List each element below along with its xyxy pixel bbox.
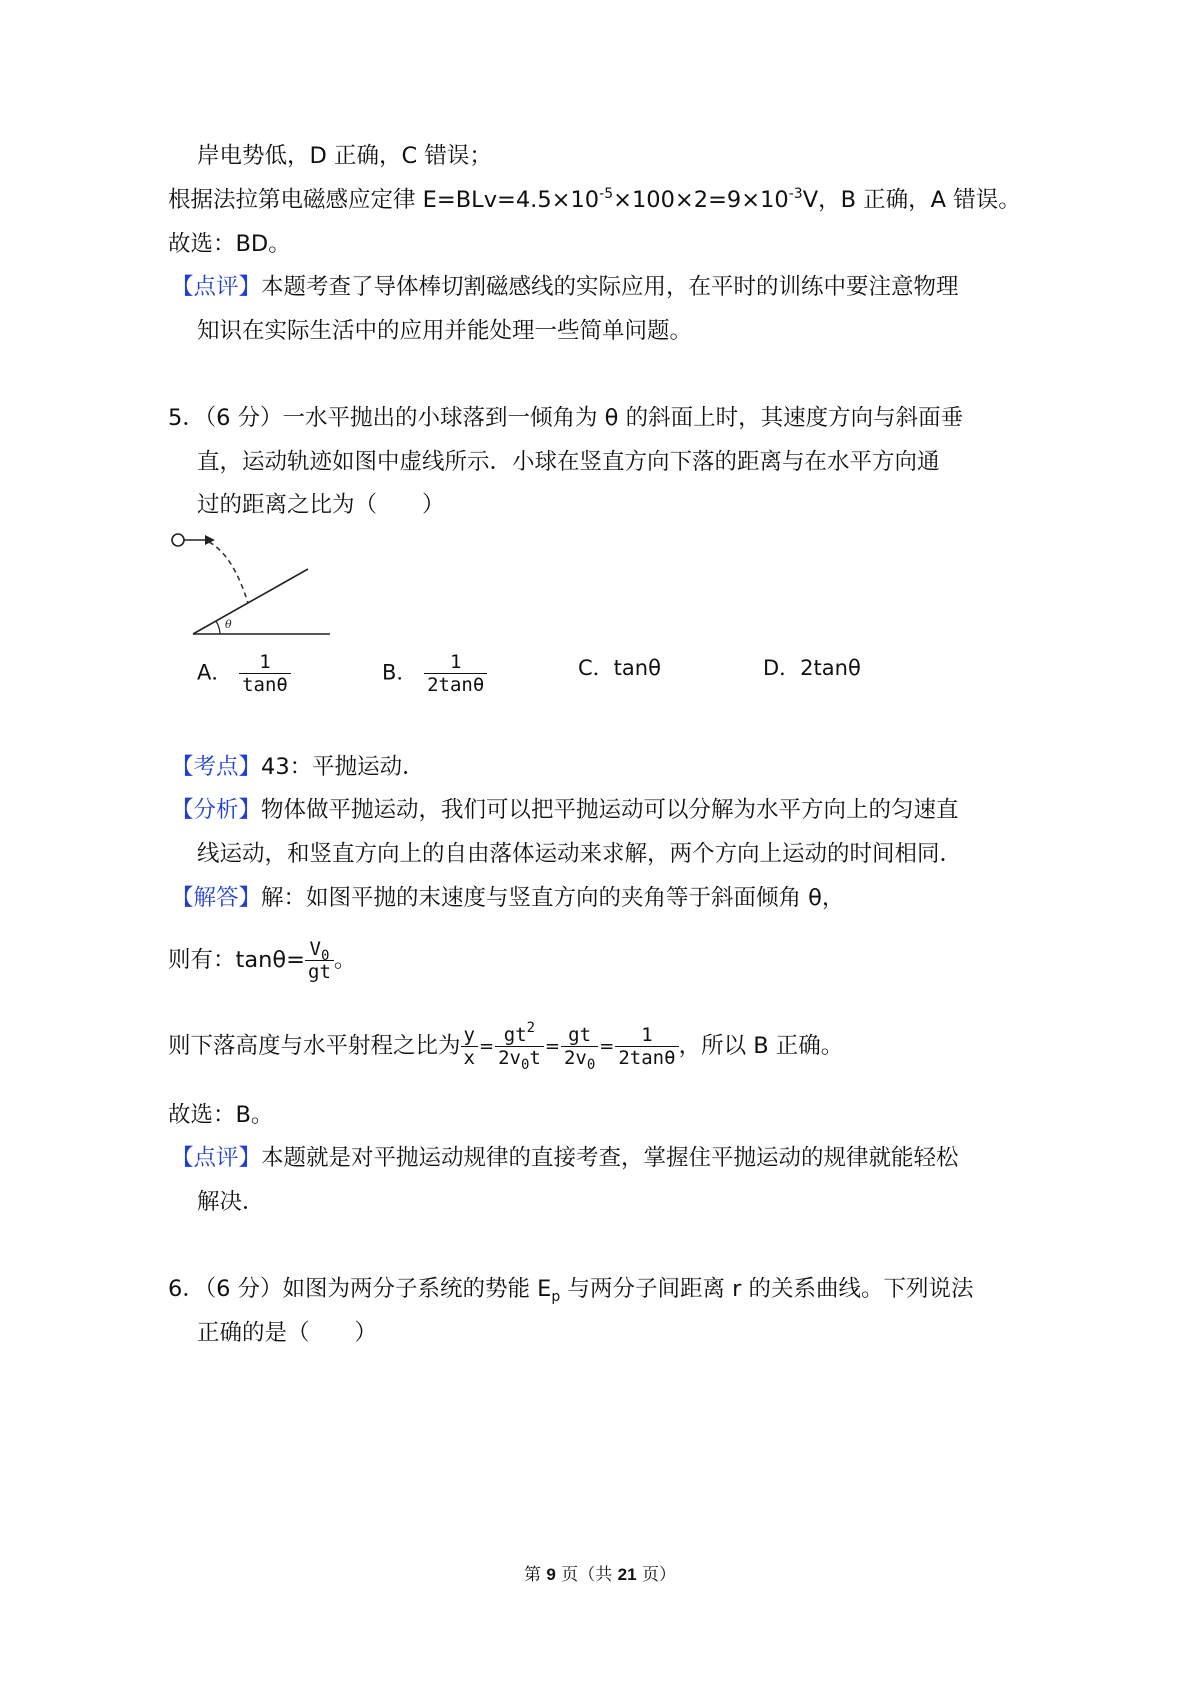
review-text: 本题考查了导体棒切割磁感线的实际应用，在平时的训练中要注意物理 [261, 274, 959, 300]
footer-text: 页） [636, 1565, 676, 1585]
option-label: B． [382, 660, 418, 685]
fraction-numerator: 1 [615, 1024, 678, 1047]
page-footer [0, 1560, 1200, 1585]
question-stem [168, 1274, 974, 1304]
kaodian-tag: 【考点】 [171, 754, 262, 780]
footer-text: 第 [523, 1565, 547, 1585]
text-line: 故选：BD。 [168, 231, 291, 257]
kaodian-line [171, 752, 425, 782]
ball-icon [172, 534, 184, 546]
text: 根据法拉第电磁感应定律 E=BLv=4.5×10 [168, 187, 600, 213]
option-a [197, 651, 291, 696]
equals-sign: = [544, 1035, 560, 1057]
incline-line [193, 569, 308, 634]
fraction-numerator: $V_0$ [305, 938, 334, 961]
fenxi-line [171, 795, 959, 825]
angle-theta-label: θ [225, 618, 232, 631]
fraction-denominator: 2tanθ [427, 674, 485, 696]
text: 6．（6 分）如图为两分子系统的势能 E [168, 1276, 552, 1302]
text-line: 知识在实际生活中的应用并能处理一些简单问题。 [197, 318, 693, 344]
fraction-numerator: 1 [239, 651, 291, 674]
page-number: 9 [546, 1565, 556, 1584]
question-stem: 过的距离之比为（ ） [197, 492, 445, 518]
question-stem: 直，运动轨迹如图中虚线所示．小球在竖直方向下落的距离与在水平方向通 [197, 449, 940, 475]
formula-line [168, 1018, 843, 1075]
arrow-head-icon [205, 535, 215, 545]
incline-figure [165, 527, 335, 639]
text: 则下落高度与水平射程之比为 [168, 1033, 461, 1059]
fenxi-tag: 【分析】 [171, 797, 262, 823]
fraction [615, 1024, 678, 1069]
kaodian-text: 43：平抛运动． [261, 754, 425, 780]
trajectory-dashed [209, 542, 248, 603]
exponent: -5 [599, 186, 614, 202]
option-b [382, 651, 487, 696]
subscript: p [551, 1289, 561, 1305]
fraction [561, 1024, 598, 1073]
option-d: D．2tanθ [763, 656, 861, 680]
fraction-numerator: y [461, 1024, 478, 1047]
fraction-denominator: gt [308, 961, 331, 983]
answer-line: 故选：B。 [168, 1102, 274, 1128]
review-tag: 【点评】 [171, 1145, 262, 1171]
text-line: 线运动，和竖直方向上的自由落体运动来求解，两个方向上运动的时间相同． [197, 841, 963, 867]
text: ，所以 B 正确。 [678, 1033, 844, 1059]
fraction [239, 651, 291, 696]
text: 则有：tanθ= [168, 947, 305, 973]
jieda-text: 解：如图平抛的末速度与竖直方向的夹角等于斜面倾角 θ， [261, 885, 845, 911]
exponent: -3 [788, 186, 803, 202]
jieda-tag: 【解答】 [171, 885, 262, 911]
question-stem: 5．（6 分）一水平抛出的小球落到一倾角为 θ 的斜面上时，其速度方向与斜面垂 [168, 405, 964, 431]
text: V，B 正确，A 错误。 [802, 187, 1021, 213]
fraction [305, 938, 334, 983]
fenxi-text: 物体做平抛运动，我们可以把平抛运动可以分解为水平方向上的匀速直 [261, 797, 959, 823]
text: ×100×2=9×10 [613, 187, 789, 213]
review-text: 本题就是对平抛运动规律的直接考查，掌握住平抛运动的规律就能轻松 [261, 1145, 959, 1171]
review-line [171, 272, 959, 302]
fraction-denominator: 2tanθ [618, 1047, 676, 1069]
fraction-numerator: gt [561, 1024, 598, 1047]
fraction-numerator: 1 [424, 651, 487, 674]
option-c: C．tanθ [578, 656, 661, 680]
fraction-denominator: $2v_0t$ [498, 1047, 541, 1073]
review-line [171, 1143, 959, 1173]
angle-arc [216, 621, 220, 634]
equals-sign: = [478, 1035, 495, 1057]
equals-sign: = [599, 1035, 615, 1057]
fraction-denominator: x [463, 1047, 475, 1069]
text-line [168, 185, 1021, 215]
fraction-denominator: tanθ [242, 674, 288, 696]
review-tag: 【点评】 [171, 274, 262, 300]
fraction-numerator: $gt^2$ [495, 1024, 544, 1047]
fraction [461, 1024, 478, 1069]
fraction [495, 1020, 544, 1073]
option-label: A． [197, 660, 233, 685]
text: 。 [333, 947, 357, 973]
formula-line [168, 932, 356, 988]
fraction-denominator: $2v_0$ [563, 1047, 596, 1073]
footer-text: 页（共 [555, 1565, 618, 1585]
fraction [424, 651, 487, 696]
text-line: 岸电势低，D 正确，C 错误； [197, 143, 492, 169]
text: 与两分子间距离 r 的关系曲线。下列说法 [560, 1276, 974, 1302]
text-line: 解决． [197, 1189, 265, 1215]
total-pages: 21 [617, 1565, 637, 1584]
jieda-line [171, 883, 844, 913]
question-stem: 正确的是（ ） [197, 1320, 378, 1346]
